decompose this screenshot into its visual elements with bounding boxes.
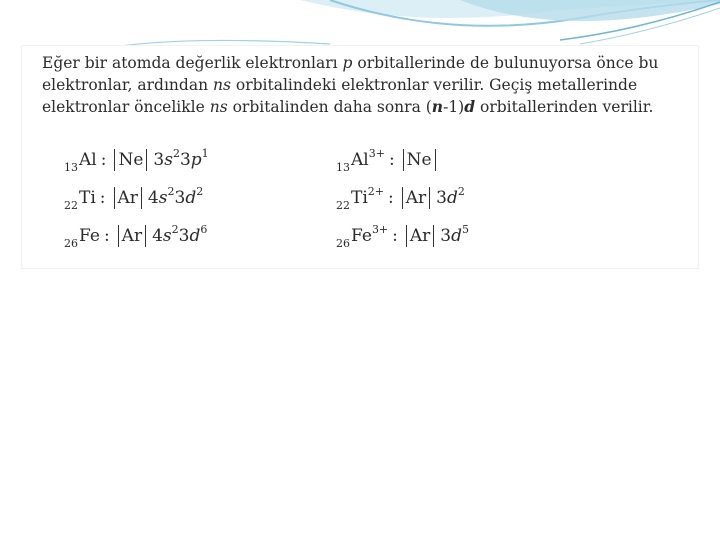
colon: : (100, 150, 107, 170)
para-text: orbitalinden daha sonra ( (227, 98, 432, 116)
electron-count: 2 (167, 185, 175, 198)
config-ti-ion (336, 180, 465, 218)
noble-gas-core: Ar (406, 225, 434, 247)
electron-count: 2 (171, 223, 179, 236)
orbital-letter: s (162, 226, 172, 246)
noble-gas-core: Ar (402, 187, 430, 209)
element-symbol (79, 150, 97, 170)
colon: : (392, 226, 398, 246)
electron-count: 5 (462, 223, 470, 236)
para-italic: p (342, 54, 353, 72)
orbital (174, 185, 204, 208)
orbital-n: 3 (153, 150, 165, 170)
orbital-letter: d (185, 188, 197, 208)
ion-charge: 3+ (368, 147, 385, 160)
electron-count: 2 (457, 185, 465, 198)
ion-charge: 2+ (367, 185, 384, 198)
element-symbol (79, 226, 100, 246)
para-italic: ns (213, 76, 231, 94)
element-symbol (79, 188, 96, 208)
orbital-letter: d (189, 226, 201, 246)
atomic-number: 13 (64, 161, 78, 174)
para-bold-italic: d (464, 97, 476, 116)
orbital-letter: d (451, 226, 463, 246)
orbital-letter: d (446, 188, 458, 208)
config-ti (64, 180, 203, 218)
config-fe-ion (336, 218, 469, 256)
orbital-n: 4 (152, 226, 163, 246)
para-text: Eğer bir atomda değerlik elektronları (42, 54, 343, 72)
para-text: orbitalindeki elektronlar verilir. Geçiş metallerinde elektronlar öncelikle (42, 76, 638, 116)
explanation-paragraph (42, 52, 692, 118)
electron-count: 1 (201, 147, 209, 160)
para-text: orbitallerinden verilir. (475, 98, 654, 116)
orbital-n: 3 (179, 150, 191, 170)
symbol-text: Al (79, 150, 97, 170)
element-symbol (351, 147, 385, 170)
colon: : (388, 150, 395, 170)
config-al-ion (336, 142, 442, 180)
electron-count: 2 (172, 147, 180, 160)
atomic-number: 26 (64, 237, 78, 250)
symbol-text: Ti (79, 188, 96, 208)
noble-gas-core: Ne (403, 149, 436, 171)
orbital-n: 3 (440, 226, 452, 246)
para-text: orbitallerinde de bulunuyorsa önce bu elektronlar, ardından (42, 54, 659, 94)
ion-charge: 3+ (371, 223, 389, 236)
orbital (152, 223, 179, 246)
orbital-letter: p (190, 150, 202, 170)
orbital (436, 185, 465, 208)
orbital-n: 3 (436, 188, 447, 208)
orbital (178, 223, 208, 246)
orbital-n: 4 (147, 188, 159, 208)
electron-count: 6 (200, 223, 208, 236)
scanned-textbook-excerpt (22, 46, 698, 268)
para-italic: ns (209, 98, 228, 116)
noble-gas-core: Ar (114, 187, 142, 209)
atomic-number: 26 (336, 237, 350, 250)
orbital (147, 185, 175, 208)
symbol-text: Fe (79, 226, 100, 246)
atomic-number: 22 (336, 199, 350, 212)
orbital (153, 147, 180, 170)
noble-gas-core: Ar (118, 225, 146, 247)
colon: : (388, 188, 394, 208)
config-fe (64, 218, 207, 256)
orbital-letter: s (164, 150, 173, 170)
colon: : (99, 188, 106, 208)
symbol-text: Fe (351, 226, 372, 246)
element-symbol (351, 223, 389, 246)
orbital (440, 223, 470, 246)
para-bold-italic: n (431, 97, 444, 116)
noble-gas-core: Ne (114, 149, 147, 171)
symbol-text: Al (351, 150, 369, 170)
orbital (179, 147, 209, 170)
atomic-number: 22 (64, 199, 78, 212)
element-symbol (351, 185, 384, 208)
para-text: -1) (443, 98, 465, 116)
colon: : (103, 226, 110, 246)
atomic-number: 13 (336, 161, 350, 174)
orbital-letter: s (158, 188, 168, 208)
orbital-n: 3 (174, 188, 186, 208)
symbol-text: Ti (351, 188, 368, 208)
config-al (64, 142, 209, 180)
orbital-n: 3 (178, 226, 190, 246)
electron-count: 2 (196, 185, 204, 198)
